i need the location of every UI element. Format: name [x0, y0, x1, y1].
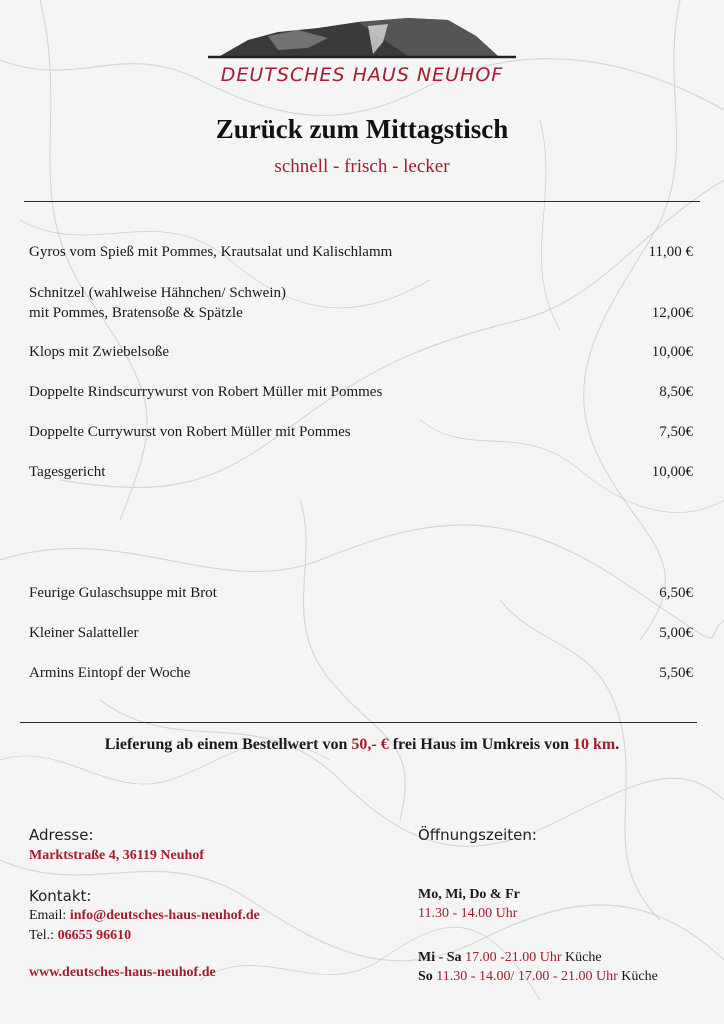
menu-item-price: 5,00€ — [659, 625, 693, 641]
menu-item-name: Gyros vom Spieß mit Pommes, Krautsalat und Kalischlamm — [29, 244, 393, 260]
menu-item — [29, 583, 693, 603]
menu-item — [29, 342, 693, 362]
hours-evening-2-days: So — [418, 969, 437, 984]
menu-item — [29, 462, 693, 482]
menu-item — [29, 382, 693, 402]
delivery-text-3: . — [615, 736, 620, 753]
menu-item-name: Doppelte Rindscurrywurst von Robert Müller mit Pommes — [29, 384, 383, 400]
hours-evening-1-days: Mi - Sa — [418, 950, 466, 965]
delivery-text-1: Lieferung ab einem Bestellwert von — [104, 736, 352, 753]
email-label: Email: — [29, 908, 70, 923]
phone-link[interactable]: 06655 96610 — [57, 928, 132, 943]
hours-evening-2 — [418, 967, 658, 987]
menu-item-name: Klops mit Zwiebelsoße — [29, 344, 169, 360]
menu-item-price: 10,00€ — [651, 344, 693, 360]
delivery-amount: 50,- € — [351, 736, 389, 753]
mountain-logo-icon — [208, 14, 516, 62]
menu-item — [29, 623, 693, 643]
menu-item-name: Doppelte Currywurst von Robert Müller mit Pommes — [29, 424, 351, 440]
page-subtitle: schnell - frisch - lecker — [274, 156, 450, 177]
menu-item-name: Kleiner Salatteller — [29, 625, 139, 641]
menu-item-price: 10,00€ — [651, 464, 693, 480]
menu-item — [29, 283, 693, 323]
menu-item-price: 7,50€ — [659, 424, 693, 440]
phone-label: Tel.: — [29, 928, 58, 943]
hours-evening-2-time: 11.30 - 14.00/ 17.00 - 21.00 Uhr — [436, 969, 618, 984]
menu-item — [29, 663, 693, 683]
menu-item-name-line1: Schnitzel (wahlweise Hähnchen/ Schwein) — [29, 285, 286, 301]
menu-item-name: Tagesgericht — [29, 464, 106, 480]
address-label: Adresse: — [29, 826, 94, 844]
contact-email-line — [29, 906, 260, 926]
delivery-note — [0, 736, 724, 754]
address-value: Marktstraße 4, 36119 Neuhof — [29, 848, 204, 863]
menu-item-price: 8,50€ — [659, 384, 693, 400]
hours-lunch-days: Mo, Mi, Do & Fr — [418, 887, 520, 902]
delivery-text-2: frei Haus im Umkreis von — [388, 736, 573, 753]
menu-item — [29, 242, 693, 262]
divider-top — [24, 201, 700, 202]
hours-evening-1-suffix: Küche — [561, 950, 602, 965]
menu-item-name: Armins Eintopf der Woche — [29, 665, 191, 681]
hours-evening-2-suffix: Küche — [617, 969, 658, 984]
menu-item-name: Feurige Gulaschsuppe mit Brot — [29, 585, 217, 601]
email-link[interactable]: info@deutsches-haus-neuhof.de — [69, 908, 260, 923]
menu-item-price: 11,00 € — [648, 244, 693, 260]
menu-item-price: 6,50€ — [659, 585, 693, 601]
page-title: Zurück zum Mittagstisch — [215, 114, 509, 144]
contact-phone-line — [29, 926, 131, 946]
restaurant-logo — [208, 14, 516, 94]
delivery-distance: 10 km — [573, 736, 616, 753]
hours-lunch-time: 11.30 - 14.00 Uhr — [418, 906, 518, 921]
menu-item — [29, 422, 693, 442]
hours-label: Öffnungszeiten: — [418, 826, 537, 844]
menu-item-price: 5,50€ — [659, 665, 693, 681]
website-link[interactable]: www.deutsches-haus-neuhof.de — [29, 965, 216, 980]
menu-item-name — [29, 283, 589, 323]
hours-evening-1-time: 17.00 -21.00 Uhr — [465, 950, 562, 965]
menu-item-name-line2: mit Pommes, Bratensoße & Spätzle — [29, 305, 243, 321]
contact-label: Kontakt: — [29, 887, 92, 905]
menu-item-price: 12,00€ — [651, 305, 693, 321]
logo-wordmark: DEUTSCHES HAUS NEUHOF — [220, 64, 504, 86]
hours-evening-1 — [418, 948, 602, 968]
divider-bottom — [20, 722, 697, 723]
